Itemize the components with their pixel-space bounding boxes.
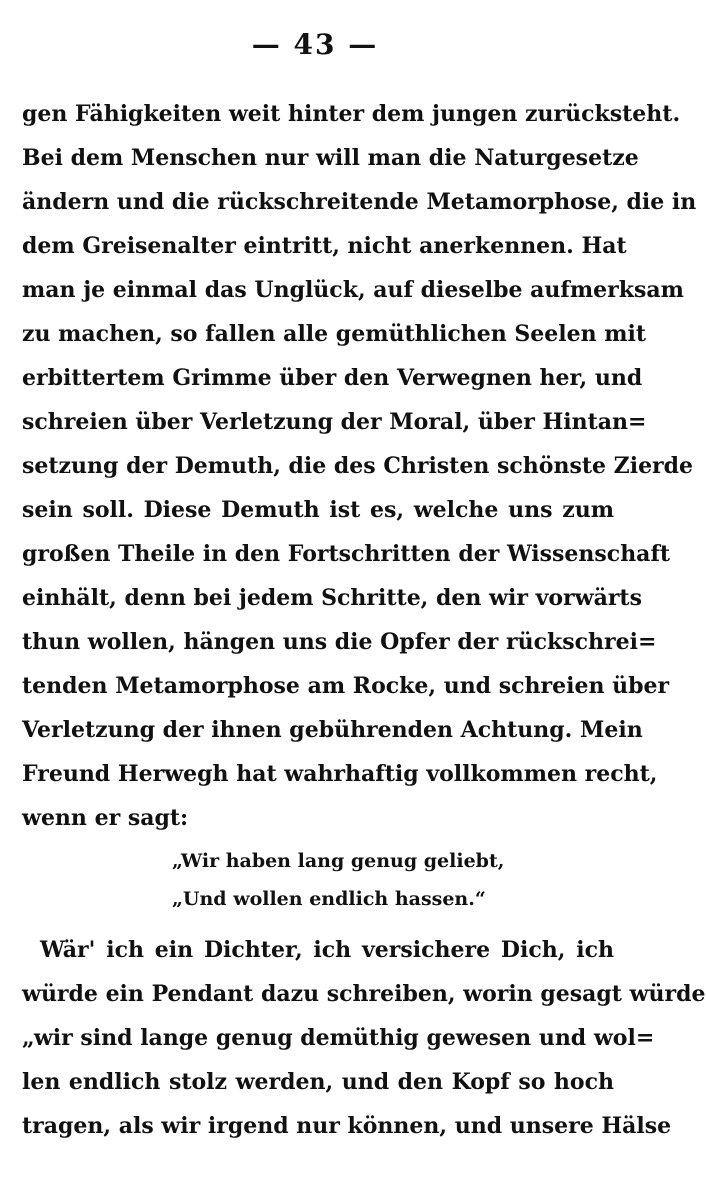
text-line: zu machen, so fallen alle gemüthlichen Seelen mit — [22, 321, 647, 347]
text-line: gen Fähigkeiten weit hinter dem jungen zurücksteht. — [22, 101, 681, 127]
page-number-header: — 43 — — [251, 28, 379, 61]
text-line: man je einmal das Unglück, auf dieselbe aufmerksam — [22, 277, 684, 303]
paragraph-before-quote — [22, 92, 697, 840]
text-line: setzung der Demuth, die des Christen schönste Zierde — [22, 453, 694, 479]
text-line: würde ein Pendant dazu schreiben, worin gesagt würde — [22, 981, 706, 1007]
paragraph-after-quote — [22, 928, 706, 1148]
text-line: tenden Metamorphose am Rocke, und schreien über — [22, 673, 670, 699]
text-line: Bei dem Menschen nur will man die Naturgesetze — [22, 145, 639, 171]
text-line: dem Greisenalter eintritt, nicht anerkennen. Hat — [22, 233, 627, 259]
text-line: Verletzung der ihnen gebührenden Achtung. Mein — [22, 717, 643, 743]
quote-line: „Und wollen endlich hassen.“ — [172, 888, 486, 910]
text-line: „wir sind lange genug demüthig gewesen und wol= — [22, 1025, 655, 1051]
text-line: sein soll. Diese Demuth ist es, welche uns zum — [22, 497, 614, 523]
text-line: len endlich stolz werden, und den Kopf so hoch — [22, 1069, 614, 1095]
text-line: tragen, als wir irgend nur können, und unsere Hälse — [22, 1113, 672, 1139]
text-line: ändern und die rückschreitende Metamorphose, die in — [22, 189, 697, 215]
text-line: erbittertem Grimme über den Verwegnen her, und — [22, 365, 643, 391]
body-text — [22, 92, 706, 1148]
text-line: einhält, denn bei jedem Schritte, den wir vorwärts — [22, 585, 642, 611]
quote-line: „Wir haben lang genug geliebt, — [172, 850, 505, 872]
verse-quote — [22, 842, 614, 918]
text-line: Wär' ich ein Dichter, ich versichere Dich, ich — [40, 937, 614, 963]
text-line: Freund Herwegh hat wahrhaftig vollkommen recht, — [22, 761, 658, 787]
text-line: großen Theile in den Fortschritten der Wissenschaft — [22, 541, 671, 567]
text-line: wenn er sagt: — [22, 805, 189, 831]
text-line: thun wollen, hängen uns die Opfer der rückschrei= — [22, 629, 657, 655]
text-line: schreien über Verletzung der Moral, über Hintan= — [22, 409, 647, 435]
